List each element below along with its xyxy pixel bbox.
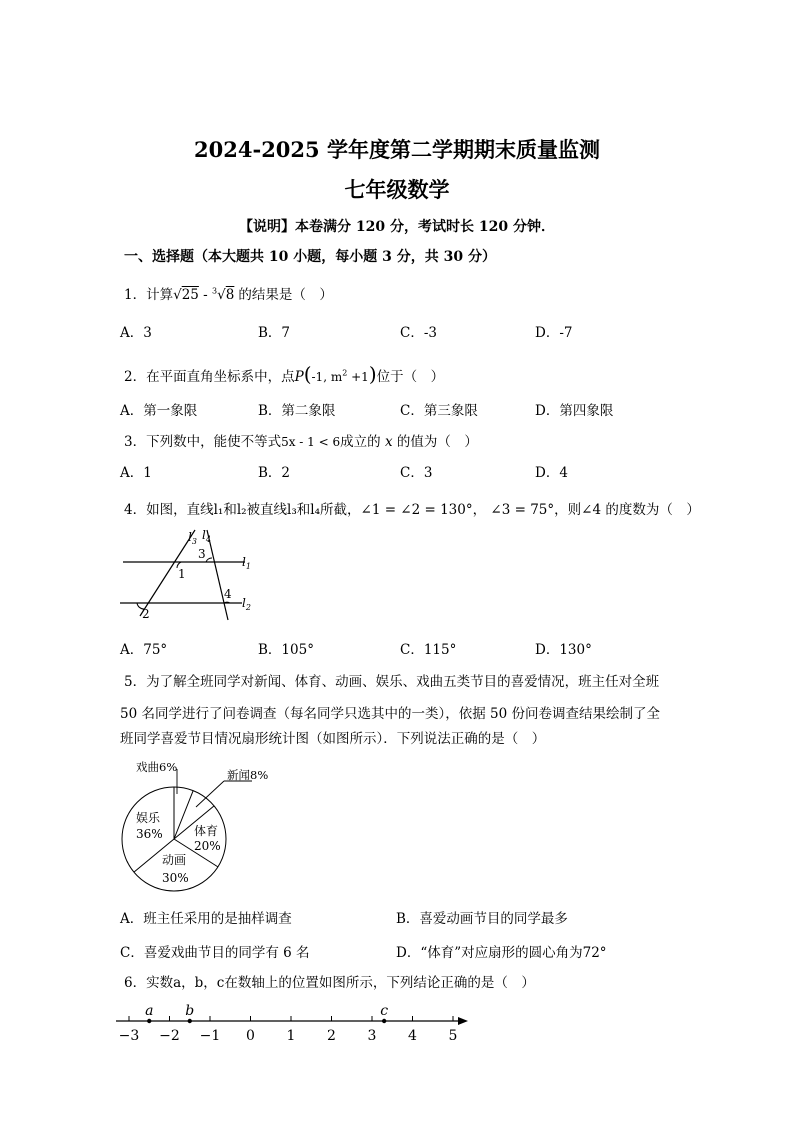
q3-text-b: 成立的 (340, 434, 381, 450)
label-l1: $l_1$ (242, 555, 251, 571)
q2-paren-open: ( (303, 362, 312, 386)
q1-text-b: 的结果是（ ） (238, 287, 333, 303)
q4-figure (115, 528, 265, 628)
label-tiyu-name: 体育 (194, 824, 219, 838)
label-l4: $l_4$ (202, 528, 211, 544)
axis-tick-label: −3 (118, 1028, 140, 1044)
page-title: 2024-2025 学年度第二学期期末质量监测 (194, 137, 600, 162)
q3-option-a[interactable]: A．1 (120, 465, 152, 481)
question-5-line-2: 50 名同学进行了问卷调查（每名同学只选其中的一类），依据 50 份问卷调查结果绘制了全 (120, 706, 660, 722)
q3-text-a: 下列数中，能使不等式 (146, 434, 282, 450)
q5-option-c[interactable]: C．喜爱戏曲节目的同学有 6 名 (120, 945, 310, 961)
q2-option-d[interactable]: D．第四象限 (535, 403, 614, 419)
q2-option-b[interactable]: B．第二象限 (258, 403, 336, 419)
q5-option-b[interactable]: B．喜爱动画节目的同学最多 (396, 911, 568, 927)
axis-tick-label: −2 (159, 1028, 180, 1044)
q2-option-a[interactable]: A．第一象限 (120, 403, 198, 419)
q2-paren-close: ) (368, 362, 377, 386)
label-l3: $l_3$ (188, 530, 197, 546)
label-xinwen: 新闻8% (227, 768, 269, 782)
sqrt-symbol: √ (173, 287, 182, 303)
section-title: 一、选择题（本大题共 10 小题，每小题 3 分，共 30 分） (124, 249, 496, 265)
label-yule-name: 娱乐 (136, 811, 161, 825)
q4-option-b[interactable]: B．105° (258, 642, 314, 658)
axis-tick-label: 3 (367, 1028, 377, 1044)
axis-arrow (458, 1017, 468, 1025)
q1-text-a: 计算 (146, 287, 174, 303)
q3-var: x (384, 434, 393, 450)
label-l2: $l_2$ (242, 596, 251, 612)
q3-number: 3． (124, 434, 147, 450)
q1-cbrt-index: 3 (212, 286, 218, 296)
q3-option-c[interactable]: C．3 (400, 465, 433, 481)
question-1 (124, 283, 333, 303)
axis-tick-label: 2 (327, 1028, 336, 1044)
q1-minus: - (198, 287, 213, 303)
axis-point-c (382, 1019, 386, 1023)
q2-point: P (294, 369, 304, 385)
q2-text-a: 在平面直角坐标系中，点 (146, 369, 295, 385)
axis-tick-label: 0 (246, 1028, 255, 1044)
axis-point-label-c: c (380, 1003, 389, 1019)
question-5-line-3: 班同学喜爱节目情况扇形统计图（如图所示）．下列说法正确的是（ ） (120, 731, 546, 747)
question-6: 6．实数a，b，c在数轴上的位置如图所示，下列结论正确的是（ ） (124, 975, 535, 991)
page-subtitle: 七年级数学 (344, 177, 450, 202)
q2-option-c[interactable]: C．第三象限 (400, 403, 478, 419)
q4-option-d[interactable]: D．130° (535, 642, 592, 658)
q1-option-a[interactable]: A．3 (120, 325, 152, 341)
axis-tick-label: 1 (286, 1028, 296, 1044)
q1-sqrt-radicand: 25 (181, 287, 199, 303)
angle-1-label: 1 (178, 567, 186, 581)
question-3 (124, 430, 478, 450)
angle-3-arc (206, 558, 212, 562)
label-donghua-pct: 30% (162, 871, 189, 885)
q3-option-d[interactable]: D．4 (535, 465, 568, 481)
axis-point-a (147, 1019, 151, 1023)
q4-option-c[interactable]: C．115° (400, 642, 457, 658)
pie-chart (112, 752, 292, 892)
q2-coords-sup: 2 (342, 368, 348, 378)
label-xiqu: 戏曲6% (136, 760, 178, 774)
q5-option-a[interactable]: A．班主任采用的是抽样调查 (120, 911, 292, 927)
axis-tick-label: 4 (408, 1028, 417, 1044)
q2-text-b: 位于（ ） (376, 369, 445, 385)
label-yule-pct: 36% (136, 827, 163, 841)
q4-option-a[interactable]: A．75° (120, 642, 168, 658)
cbrt-symbol: √ (217, 287, 226, 303)
q3-inequality: 5x - 1 < 6 (281, 435, 341, 449)
number-line (112, 1000, 482, 1045)
q5-option-d[interactable]: D．“体育”对应扇形的圆心角为72° (396, 945, 607, 961)
axis-tick-label: 5 (448, 1028, 458, 1044)
q1-option-d[interactable]: D．-7 (535, 325, 573, 341)
q2-coords-a: -1, m (311, 370, 343, 384)
exam-note: 【说明】本卷满分 120 分，考试时长 120 分钟． (239, 219, 555, 235)
question-4: 4．如图，直线l₁和l₂被直线l₃和l₄所截，∠1 = ∠2 = 130°， ∠3 = 75°，则∠4 的度数为（ ） (124, 502, 700, 518)
axis-point-label-b: b (185, 1003, 195, 1019)
q3-text-c: 的值为（ ） (396, 434, 478, 450)
q1-cbrt-radicand: 8 (225, 287, 235, 303)
question-5-line-1: 5．为了解全班同学对新闻、体育、动画、娱乐、戏曲五类节目的喜爱情况，班主任对全班 (124, 674, 660, 690)
pie-slice-boundary-新闻 (174, 791, 193, 839)
label-donghua-name: 动画 (162, 853, 187, 867)
angle-4-label: 4 (224, 587, 232, 601)
angle-3-label: 3 (198, 547, 206, 561)
angle-2-label: 2 (142, 607, 150, 621)
axis-tick-label: −1 (199, 1028, 221, 1044)
q2-number: 2． (124, 369, 147, 385)
q1-option-b[interactable]: B．7 (258, 325, 291, 341)
axis-point-label-a: a (145, 1003, 154, 1019)
q2-coords-b: +1 (347, 370, 369, 384)
label-tiyu-pct: 20% (194, 839, 221, 853)
q1-number: 1． (124, 287, 147, 303)
question-2 (124, 362, 444, 386)
axis-point-b (188, 1019, 192, 1023)
q1-option-c[interactable]: C．-3 (400, 325, 437, 341)
q3-option-b[interactable]: B．2 (258, 465, 291, 481)
